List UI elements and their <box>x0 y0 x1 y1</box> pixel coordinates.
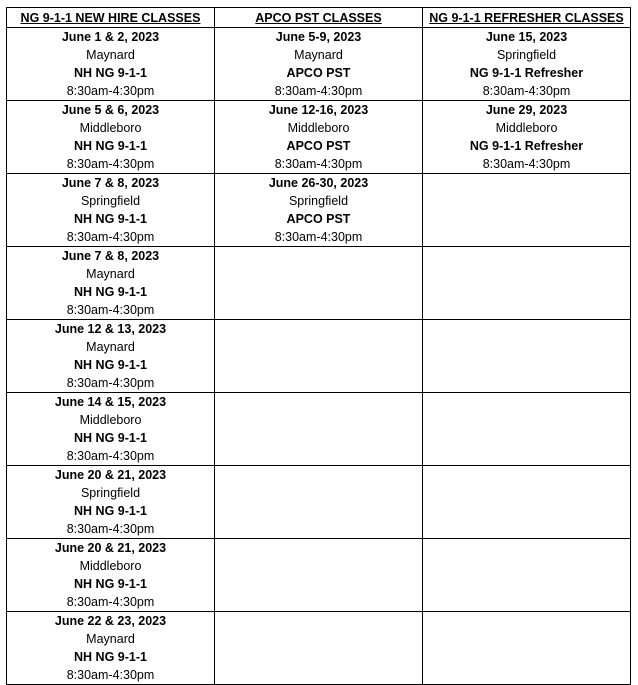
new-hire-class-cell <box>7 28 215 101</box>
header-row <box>7 8 631 28</box>
header-apco: APCO PST CLASSES <box>215 8 423 28</box>
class-location: Maynard <box>294 48 343 62</box>
apco-empty-cell <box>215 612 423 685</box>
class-location: Maynard <box>86 267 135 281</box>
class-schedule-table <box>6 7 631 685</box>
class-course: NH NG 9-1-1 <box>74 504 147 518</box>
table-row <box>7 320 631 393</box>
class-time: 8:30am-4:30pm <box>482 84 571 98</box>
class-course: NH NG 9-1-1 <box>74 650 147 664</box>
table-row <box>7 612 631 685</box>
class-time: 8:30am-4:30pm <box>66 303 155 317</box>
class-course: NG 9-1-1 Refresher <box>469 66 584 80</box>
class-date: June 5-9, 2023 <box>275 30 362 44</box>
refresher-empty-cell <box>423 247 631 320</box>
table-row <box>7 539 631 612</box>
apco-empty-cell <box>215 320 423 393</box>
schedule-body <box>7 28 631 685</box>
table-row <box>7 101 631 174</box>
class-location: Springfield <box>288 194 349 208</box>
class-time: 8:30am-4:30pm <box>274 157 363 171</box>
class-time: 8:30am-4:30pm <box>66 522 155 536</box>
class-date: June 15, 2023 <box>485 30 568 44</box>
class-time: 8:30am-4:30pm <box>482 157 571 171</box>
apco-class-cell <box>215 28 423 101</box>
class-time: 8:30am-4:30pm <box>274 230 363 244</box>
class-course: NH NG 9-1-1 <box>74 285 147 299</box>
apco-class-cell <box>215 101 423 174</box>
table-row <box>7 174 631 247</box>
class-date: June 20 & 21, 2023 <box>54 468 167 482</box>
class-location: Springfield <box>80 194 141 208</box>
class-schedule <box>6 7 631 685</box>
class-date: June 7 & 8, 2023 <box>61 249 160 263</box>
apco-class-cell <box>215 174 423 247</box>
class-course: NH NG 9-1-1 <box>74 66 147 80</box>
apco-empty-cell <box>215 466 423 539</box>
class-time: 8:30am-4:30pm <box>66 84 155 98</box>
apco-empty-cell <box>215 539 423 612</box>
refresher-empty-cell <box>423 174 631 247</box>
apco-empty-cell <box>215 393 423 466</box>
class-date: June 29, 2023 <box>485 103 568 117</box>
class-date: June 1 & 2, 2023 <box>61 30 160 44</box>
new-hire-class-cell <box>7 101 215 174</box>
class-course: NH NG 9-1-1 <box>74 358 147 372</box>
table-row <box>7 466 631 539</box>
class-location: Middleboro <box>79 559 142 573</box>
class-date: June 12 & 13, 2023 <box>54 322 167 336</box>
class-course: APCO PST <box>286 66 351 80</box>
class-location: Maynard <box>86 48 135 62</box>
header-new-hire: NG 9-1-1 NEW HIRE CLASSES <box>7 8 215 28</box>
refresher-class-cell <box>423 28 631 101</box>
table-row <box>7 393 631 466</box>
new-hire-class-cell <box>7 539 215 612</box>
class-location: Maynard <box>86 632 135 646</box>
refresher-empty-cell <box>423 539 631 612</box>
class-time: 8:30am-4:30pm <box>66 230 155 244</box>
class-date: June 7 & 8, 2023 <box>61 176 160 190</box>
class-date: June 14 & 15, 2023 <box>54 395 167 409</box>
new-hire-class-cell <box>7 466 215 539</box>
new-hire-class-cell <box>7 174 215 247</box>
class-location: Maynard <box>86 340 135 354</box>
class-time: 8:30am-4:30pm <box>66 668 155 682</box>
class-course: NG 9-1-1 Refresher <box>469 139 584 153</box>
new-hire-class-cell <box>7 393 215 466</box>
class-course: APCO PST <box>286 212 351 226</box>
class-course: NH NG 9-1-1 <box>74 577 147 591</box>
class-location: Middleboro <box>287 121 350 135</box>
class-location: Springfield <box>496 48 557 62</box>
class-location: Middleboro <box>495 121 558 135</box>
new-hire-class-cell <box>7 612 215 685</box>
table-row <box>7 28 631 101</box>
refresher-empty-cell <box>423 320 631 393</box>
class-time: 8:30am-4:30pm <box>66 376 155 390</box>
class-location: Middleboro <box>79 413 142 427</box>
class-date: June 5 & 6, 2023 <box>61 103 160 117</box>
class-time: 8:30am-4:30pm <box>66 449 155 463</box>
class-course: NH NG 9-1-1 <box>74 139 147 153</box>
class-time: 8:30am-4:30pm <box>66 595 155 609</box>
class-course: NH NG 9-1-1 <box>74 212 147 226</box>
refresher-empty-cell <box>423 612 631 685</box>
class-time: 8:30am-4:30pm <box>274 84 363 98</box>
class-date: June 22 & 23, 2023 <box>54 614 167 628</box>
refresher-empty-cell <box>423 393 631 466</box>
class-course: NH NG 9-1-1 <box>74 431 147 445</box>
header-refresher: NG 9-1-1 REFRESHER CLASSES <box>423 8 631 28</box>
refresher-empty-cell <box>423 466 631 539</box>
class-location: Middleboro <box>79 121 142 135</box>
class-date: June 20 & 21, 2023 <box>54 541 167 555</box>
class-location: Springfield <box>80 486 141 500</box>
apco-empty-cell <box>215 247 423 320</box>
new-hire-class-cell <box>7 320 215 393</box>
class-course: APCO PST <box>286 139 351 153</box>
refresher-class-cell <box>423 101 631 174</box>
class-date: June 12-16, 2023 <box>268 103 369 117</box>
class-date: June 26-30, 2023 <box>268 176 369 190</box>
new-hire-class-cell <box>7 247 215 320</box>
table-row <box>7 247 631 320</box>
class-time: 8:30am-4:30pm <box>66 157 155 171</box>
